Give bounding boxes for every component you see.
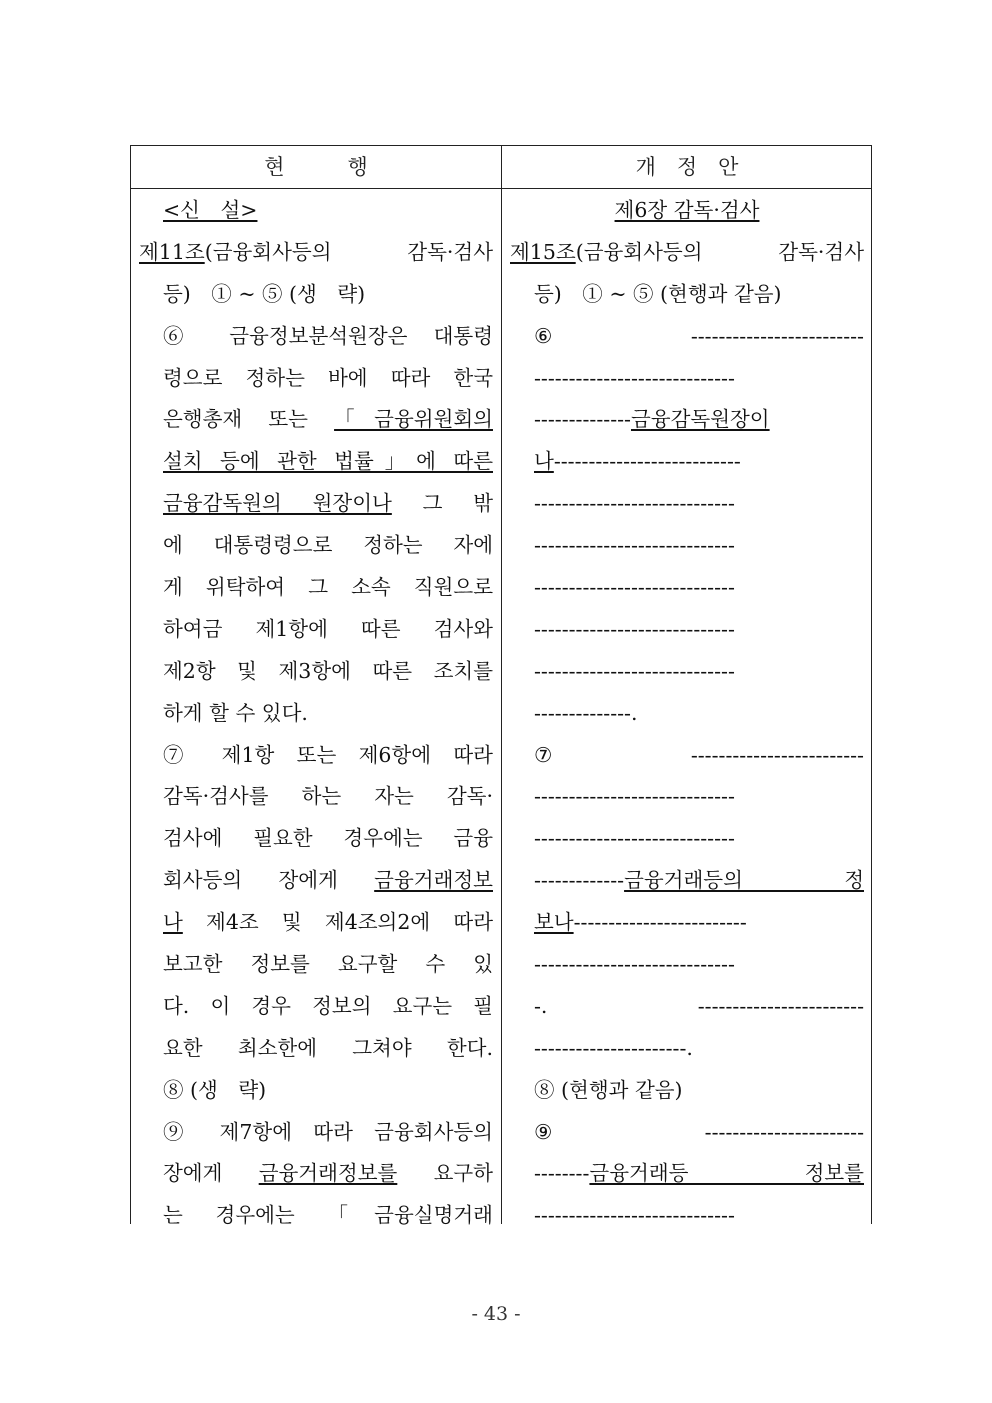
proposed-text-column	[510, 190, 864, 1237]
current-text-line	[139, 986, 493, 1028]
current-text-line	[139, 1028, 493, 1070]
current-text-line	[139, 525, 493, 567]
current-text-line	[139, 1153, 493, 1195]
text-segment: ⑦ -------------------------	[534, 742, 864, 767]
text-segment: ⑦ 제1항 또는 제6항에 따라	[163, 742, 493, 767]
text-segment: -----------------------------	[534, 616, 735, 641]
text-segment: 에 대통령령으로 정하는 자에	[163, 533, 493, 558]
text-segment: 게 위탁하여 그 소속 직원으로	[163, 575, 493, 600]
column-divider	[501, 146, 502, 1224]
text-segment: -----------------------------	[534, 491, 735, 516]
underlined-amendment-text: 나	[163, 910, 183, 935]
underlined-amendment-text: <신 설>	[163, 198, 258, 222]
proposed-text-line	[510, 525, 864, 567]
text-segment: -----------------------------	[534, 1203, 735, 1228]
proposed-text-line	[510, 944, 864, 986]
underlined-amendment-text: 설치 등에 관한 법률」에 따른	[163, 449, 493, 474]
underlined-amendment-text: 보나	[534, 910, 574, 935]
proposed-text-line	[510, 735, 864, 777]
underlined-amendment-text: 제11조	[139, 239, 205, 264]
text-segment: ⑥ -------------------------	[534, 323, 864, 348]
proposed-text-line	[510, 441, 864, 483]
current-text-line	[139, 441, 493, 483]
proposed-text-line	[510, 190, 864, 232]
proposed-text-line	[510, 274, 864, 316]
text-segment: 다. 이 경우 정보의 요구는 필	[163, 993, 493, 1018]
comparison-table	[130, 145, 872, 1228]
text-segment: 는 경우에는 「금융실명거래	[163, 1203, 493, 1228]
proposed-text-line	[510, 651, 864, 693]
text-segment: 등) ① ~ ⑤ (현행과 같음)	[534, 281, 782, 306]
text-segment: 하게 할 수 있다.	[163, 700, 308, 725]
text-segment: 제2항 및 제3항에 따른 조치를	[163, 658, 493, 683]
current-text-line	[139, 902, 493, 944]
text-segment: 은행총재 또는	[163, 407, 335, 432]
underlined-amendment-text: 제15조	[510, 239, 576, 264]
text-segment: --------	[534, 1161, 590, 1186]
proposed-text-line	[510, 1112, 864, 1154]
text-segment: -----------------------------	[534, 365, 735, 390]
underlined-amendment-text: 「금융위원회의	[334, 407, 493, 432]
proposed-text-line	[510, 316, 864, 358]
proposed-text-line	[510, 986, 864, 1028]
page-number: - 43 -	[471, 1303, 521, 1325]
underlined-amendment-text: 금융감독원장이	[630, 407, 770, 432]
proposed-text-line	[510, 1070, 864, 1112]
text-segment: --------------.	[534, 700, 638, 725]
proposed-text-line	[510, 1153, 864, 1195]
current-text-line	[139, 1195, 493, 1237]
text-segment: -----------------------------	[534, 952, 735, 977]
text-segment: -. ------------------------	[534, 993, 864, 1018]
text-segment: 보고한 정보를 요구할 수 있	[163, 952, 493, 977]
underlined-amendment-text: 제6장 감독·검사	[614, 198, 760, 222]
proposed-text-line	[510, 358, 864, 400]
underlined-amendment-text: 나	[534, 449, 554, 474]
underlined-amendment-text: 금융거래정보를	[258, 1161, 398, 1186]
text-segment: 등) ① ~ ⑤ (생 략)	[163, 281, 366, 306]
text-segment: --------------	[534, 407, 631, 432]
underlined-amendment-text: 금융거래등 정보를	[589, 1161, 864, 1186]
underlined-amendment-text: 금융거래정보	[374, 868, 493, 893]
underlined-amendment-text: 금융거래등의 정	[624, 868, 864, 893]
text-segment: -----------------------------	[534, 533, 735, 558]
current-text-line	[139, 944, 493, 986]
current-text-column	[139, 190, 493, 1237]
current-text-line	[139, 651, 493, 693]
text-segment: -------------------------	[573, 910, 747, 935]
proposed-text-line	[510, 609, 864, 651]
current-text-line	[139, 483, 493, 525]
text-segment: 검사에 필요한 경우에는 금융	[163, 826, 493, 851]
proposed-text-line	[510, 232, 864, 274]
text-segment: 령으로 정하는 바에 따라 한국	[163, 365, 493, 390]
header-proposed: 개 정 안	[635, 155, 739, 179]
current-text-line	[139, 860, 493, 902]
current-text-line	[139, 735, 493, 777]
text-segment: 장에게	[163, 1161, 259, 1186]
current-text-line	[139, 1112, 493, 1154]
underlined-amendment-text: 금융감독원의 원장이나	[163, 491, 392, 516]
text-segment: 요한 최소한에 그쳐야 한다.	[163, 1035, 493, 1060]
text-segment: -----------------------------	[534, 658, 735, 683]
text-segment: 그 밖	[391, 491, 493, 516]
text-segment: ⑧ (생 략)	[163, 1077, 267, 1102]
proposed-text-line	[510, 776, 864, 818]
text-segment: -----------------------------	[534, 575, 735, 600]
text-segment: ⑥ 금융정보분석원장은 대통령	[163, 323, 493, 348]
current-text-line	[139, 776, 493, 818]
current-text-line	[139, 567, 493, 609]
current-text-line	[139, 232, 493, 274]
proposed-text-line	[510, 902, 864, 944]
text-segment: 하여금 제1항에 따른 검사와	[163, 616, 493, 641]
text-segment: ----------------------.	[534, 1035, 693, 1060]
text-segment: ---------------------------	[553, 449, 741, 474]
current-text-line	[139, 316, 493, 358]
text-segment: -----------------------------	[534, 784, 735, 809]
proposed-text-line	[510, 1195, 864, 1237]
text-segment: -----------------------------	[534, 826, 735, 851]
text-segment: ⑨ 제7항에 따라 금융회사등의	[163, 1119, 493, 1144]
text-segment: 요구하	[397, 1161, 493, 1186]
current-text-line	[139, 358, 493, 400]
text-segment: ⑧ (현행과 같음)	[534, 1077, 683, 1102]
current-text-line	[139, 190, 493, 232]
current-text-line	[139, 1070, 493, 1112]
proposed-text-line	[510, 567, 864, 609]
header-current: 현 행	[264, 155, 368, 179]
proposed-text-line	[510, 399, 864, 441]
proposed-text-line	[510, 693, 864, 735]
text-segment: 감독·검사를 하는 자는 감독·	[163, 784, 493, 809]
text-segment: 제4조 및 제4조의2에 따라	[182, 910, 493, 935]
current-text-line	[139, 274, 493, 316]
current-text-line	[139, 609, 493, 651]
current-text-line	[139, 818, 493, 860]
text-segment: ⑨ -----------------------	[534, 1119, 864, 1144]
proposed-text-line	[510, 483, 864, 525]
text-segment: -------------	[534, 868, 625, 893]
current-text-line	[139, 399, 493, 441]
current-text-line	[139, 693, 493, 735]
text-segment: 회사등의 장에게	[163, 868, 375, 893]
proposed-text-line	[510, 818, 864, 860]
proposed-text-line	[510, 1028, 864, 1070]
text-segment: (금융회사등의 감독·검사	[204, 239, 493, 264]
proposed-text-line	[510, 860, 864, 902]
text-segment: (금융회사등의 감독·검사	[575, 239, 864, 264]
